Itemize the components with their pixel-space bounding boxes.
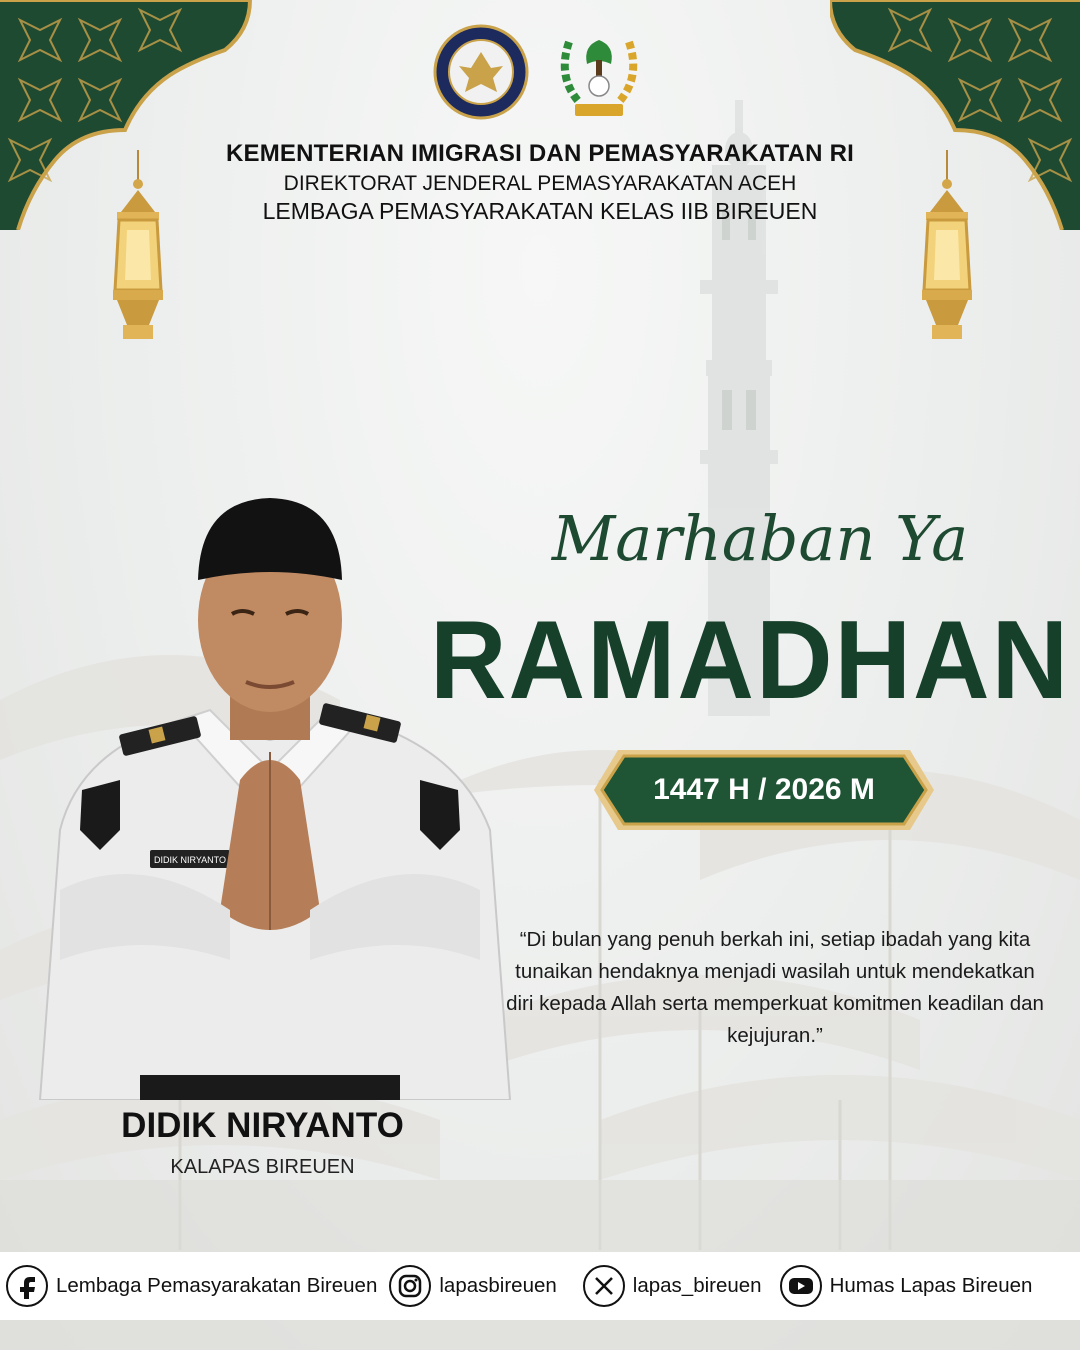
official-name: DIDIK NIRYANTO — [121, 1106, 404, 1145]
x-icon — [583, 1265, 625, 1307]
ministry-title: KEMENTERIAN IMIGRASI DAN PEMASYARAKATAN RI — [226, 140, 854, 167]
official-role: KALAPAS BIREUEN — [170, 1156, 355, 1178]
instagram-icon — [389, 1265, 431, 1307]
social-x[interactable] — [583, 1265, 762, 1307]
youtube-icon — [780, 1265, 822, 1307]
social-facebook[interactable] — [6, 1265, 377, 1307]
institution-title: LEMBAGA PEMASYARAKATAN KELAS IIB BIREUEN — [262, 198, 818, 224]
ministry-logo — [431, 22, 531, 122]
greeting-script: Marhaban Ya — [551, 502, 969, 575]
greeting-title: RAMADHAN — [430, 598, 1071, 722]
year-label: 1447 H / 2026 M — [653, 773, 875, 806]
directorate-title: DIREKTORAT JENDERAL PEMASYARAKATAN ACEH — [283, 172, 797, 195]
social-label: Lembaga Pemasyarakatan Bireuen — [56, 1274, 378, 1297]
social-label: Humas Lapas Bireuen — [829, 1274, 1033, 1297]
pemasyarakatan-logo — [549, 22, 649, 122]
logo-row — [0, 22, 1080, 122]
social-label: lapasbireuen — [439, 1274, 557, 1297]
uniform-name-tag: DIDIK NIRYANTO — [153, 855, 227, 865]
official-portrait — [20, 490, 520, 1100]
header-text — [0, 140, 1080, 225]
social-footer — [0, 1252, 1080, 1320]
facebook-icon — [6, 1265, 48, 1307]
social-youtube[interactable] — [780, 1265, 1033, 1307]
social-instagram[interactable] — [389, 1265, 556, 1307]
quote-text: “Di bulan yang penuh berkah ini, setiap ibadah yang kita tunaikan hendaknya menjadi wasilah untuk mendekatkan diri kepada Allah serta memperkuat komitmen keadilan dan kejujuran.” — [506, 928, 1044, 1047]
social-label: lapas_bireuen — [632, 1274, 762, 1297]
